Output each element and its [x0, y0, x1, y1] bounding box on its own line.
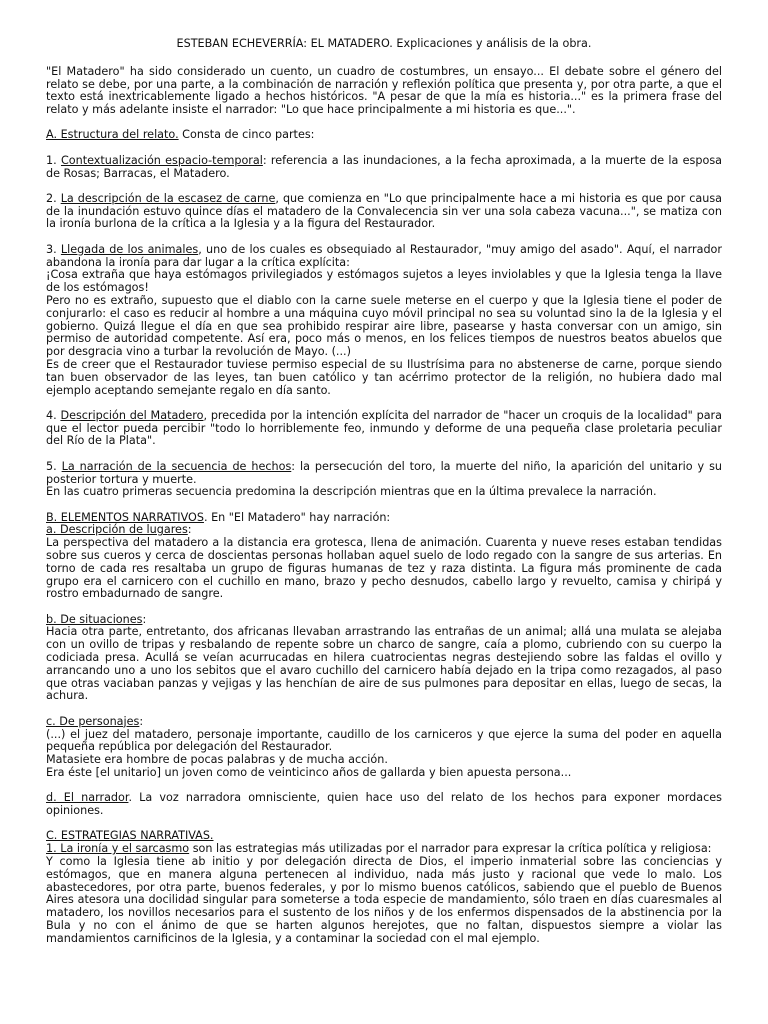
- subsection-c-text-2: Matasiete era hombre de pocas palabras y de mucha acción.: [46, 753, 388, 767]
- structure-item-5: [46, 461, 722, 499]
- structure-item-3: [46, 244, 722, 398]
- section-c-quote: Y como la Iglesia tiene ab initio y por delegación directa de Dios, el imperio inmaterial sobre las conciencias y estómagos, que en manera alguna pertenecen al individuo, nada más justo y racional que vede lo malo. Los abastecedores, por otra parte, buenos federales, y por lo mismo buenos católicos, sabiendo que el pueblo de Buenos Aires atesora una docilidad singular para someterse a toda especie de mandamiento, sólo traen en días cuaresmales al matadero, los novillos necesarios para el sustento de los niños y de los enfermos dispensados de la abstinencia por la Bula y no con el ánimo de que se harten algunos herejotes, que no faltan, dispuestos siempre a violar las mandamientos carnificinos de la Iglesia, y a contaminar la sociedad con el mal ejemplo.: [46, 854, 722, 945]
- item-number: 2.: [46, 191, 61, 205]
- item-label: La narración de la secuencia de hechos: [61, 459, 292, 473]
- section-a-heading: [46, 129, 722, 142]
- section-b-heading-label: B. ELEMENTOS NARRATIVOS: [46, 510, 204, 524]
- item-3-quote-1: ¡Cosa extraña que haya estómagos privilegiados y estómagos sujetos a leyes inviolables y que la Iglesia tenga la llave de los estómagos!: [46, 268, 722, 295]
- intro-paragraph: "El Matadero" ha sido considerado un cuento, un cuadro de costumbres, un ensayo... El debate sobre el género del relato se debe, por una parte, a la combinación de narración y reflexión política que presenta y, por otra parte, a que el texto está inextricablemente ligado a hechos históricos. "A pesar de que la mía es historia..." es la primera frase del relato y más adelante insiste el narrador: "Lo que hace principalmente a mi historia es que...".: [46, 64, 722, 117]
- subsection-c-text-3: Era éste [el unitario] un joven como de veinticinco años de gallarda y bien apuesta persona...: [46, 765, 572, 779]
- section-a-heading-label: A. Estructura del relato.: [46, 128, 179, 142]
- subsection-d-text: . La voz narradora omnisciente, quien hace uso del relato de los hechos para exponer mordaces opiniones.: [46, 791, 722, 818]
- item-text: , uno de los cuales es obsequiado al Restaurador, "muy amigo del asado". Aquí, el narrador abandona la ironía para dar lugar a la crítica explícita:: [46, 242, 722, 269]
- subsection-d: [46, 792, 722, 818]
- item-text: : la persecución del toro, la muerte del niño, la aparición del unitario y su posterior tortura y muerte.: [46, 459, 722, 486]
- item-label: Llegada de los animales: [60, 242, 199, 256]
- subsection-a-label: a. Descripción de lugares: [46, 523, 188, 537]
- item-number: 1.: [46, 153, 61, 167]
- subsection-c: [46, 716, 722, 780]
- subsection-b-label: b. De situaciones: [46, 612, 143, 626]
- structure-item-1: [46, 155, 722, 181]
- item-number: 5.: [46, 459, 62, 473]
- subsection-a-heading: a. Descripción de lugares:: [46, 523, 192, 537]
- item-text: , que comienza en "Lo que principalmente hace a mi historia es que por causa de la inundación estuvo quince días el matadero de la Convalecencia sin ver una sola cabeza vacuna...", se matiza con la ironía burlona de la crítica a la Iglesia y a la figura del Restaurador.: [46, 191, 722, 231]
- item-label: Contextualización espacio-temporal: [60, 153, 263, 167]
- section-c-item-1-label: 1. La ironía y el sarcasmo: [46, 842, 190, 856]
- item-5-text: [46, 461, 722, 487]
- item-5-note: En las cuatro primeras secuencia predomina la descripción mientras que en la última prevalece la narración.: [46, 485, 657, 499]
- item-number: 4.: [46, 408, 61, 422]
- section-a-heading-rest: Consta de cinco partes:: [178, 128, 315, 142]
- item-label: Descripción del Matadero: [60, 408, 204, 422]
- section-c: [46, 830, 722, 945]
- structure-item-2: [46, 193, 722, 231]
- item-3-quote-3: Es de creer que el Restaurador tuviese permiso especial de su Ilustrísima para no abstenerse de carne, porque siendo tan buen observador de las leyes, tan buen católico y tan acérrimo protector de la religión, no hubiera dado mal ejemplo aceptando semejante regalo en día santo.: [46, 357, 722, 397]
- item-number: 3.: [46, 242, 61, 256]
- subsection-b: [46, 614, 722, 704]
- item-3-intro: [46, 244, 722, 270]
- item-text: , precedida por la intención explícita del narrador de "hacer un croquis de la localidad" para que el lector pueda percibir "todo lo horriblemente feo, inmundo y deforme de una pequeña clase proletaria peculiar del Río de la Plata".: [46, 408, 723, 448]
- subsection-d-label: d. El narrador: [46, 791, 129, 805]
- subsection-c-label: c. De personajes: [46, 714, 140, 728]
- section-c-item-1-text: son las estrategias más utilizadas por el narrador para expresar la crítica política y religiosa:: [189, 842, 712, 856]
- subsection-b-heading: b. De situaciones:: [46, 612, 147, 626]
- document-title: ESTEBAN ECHEVERRÍA: EL MATADERO. Explicaciones y análisis de la obra.: [176, 37, 592, 50]
- section-b: [46, 512, 722, 602]
- subsection-b-text: Hacia otra parte, entretanto, dos africanas llevaban arrastrando las entrañas de un animal; allá una mulata se alejaba con un ovillo de tripas y resbalando de repente sobre un charco de sangre, caía a plomo, cubriendo con su cuerpo la codiciada presa. Acullá se veían acurrucadas en hilera cuatrocientas negras destejiendo sobre las faldas el ovillo y arrancando uno a uno los sebitos que el avaro cuchillo del carnicero había dejado en la tripa como rezagados, al paso que otras vaciaban panzas y vejigas y las henchían de aire de sus pulmones para depositar en ellas, luego de secas, la achura.: [46, 625, 722, 703]
- section-b-heading-rest: . En "El Matadero" hay narración:: [203, 510, 391, 524]
- item-3-quote-2: Pero no es extraño, supuesto que el diablo con la carne suele meterse en el cuerpo y que la Iglesia tiene el poder de conjurarlo: el caso es reducir al hombre a una máquina cuyo móvil principal no sea su voluntad sino la de la Iglesia y el gobierno. Quizá llegue el día en que sea prohibido respirar aire libre, pasearse y hasta conversar con un amigo, sin permiso de autoridad competente. Así era, poco más o menos, en los felices tiempos de nuestros beatos abuelos que por desgracia vino a turbar la revolución de Mayo. (...): [46, 293, 722, 359]
- subsection-c-text-1: (...) el juez del matadero, personaje importante, caudillo de los carniceros y que ejerce la suma del poder en aquella pequeña república por delegación del Restaurador.: [46, 727, 722, 754]
- subsection-c-heading: c. De personajes:: [46, 714, 144, 728]
- subsection-a-text: La perspectiva del matadero a la distancia era grotesca, llena de animación. Cuarenta y nueve reses estaban tendidas sobre sus cueros y cerca de doscientas personas hollaban aquel suelo de lodo regado con la sangre de sus arterias. En torno de cada res resaltaba un grupo de figuras humanas de tez y raza distinta. La figura más prominente de cada grupo era el carnicero con el cuchillo en mano, brazo y pecho desnudos, cabello largo y revuelto, camisa y chiripá y rostro embadurnado de sangre.: [46, 536, 722, 601]
- structure-item-4: [46, 410, 722, 448]
- item-label: La descripción de la escasez de carne: [60, 191, 276, 205]
- section-c-heading: C. ESTRATEGIAS NARRATIVAS.: [46, 829, 214, 843]
- item-text: : referencia a las inundaciones, a la fecha aproximada, a la muerte de la esposa de Rosas; Barracas, el Matadero.: [46, 153, 722, 180]
